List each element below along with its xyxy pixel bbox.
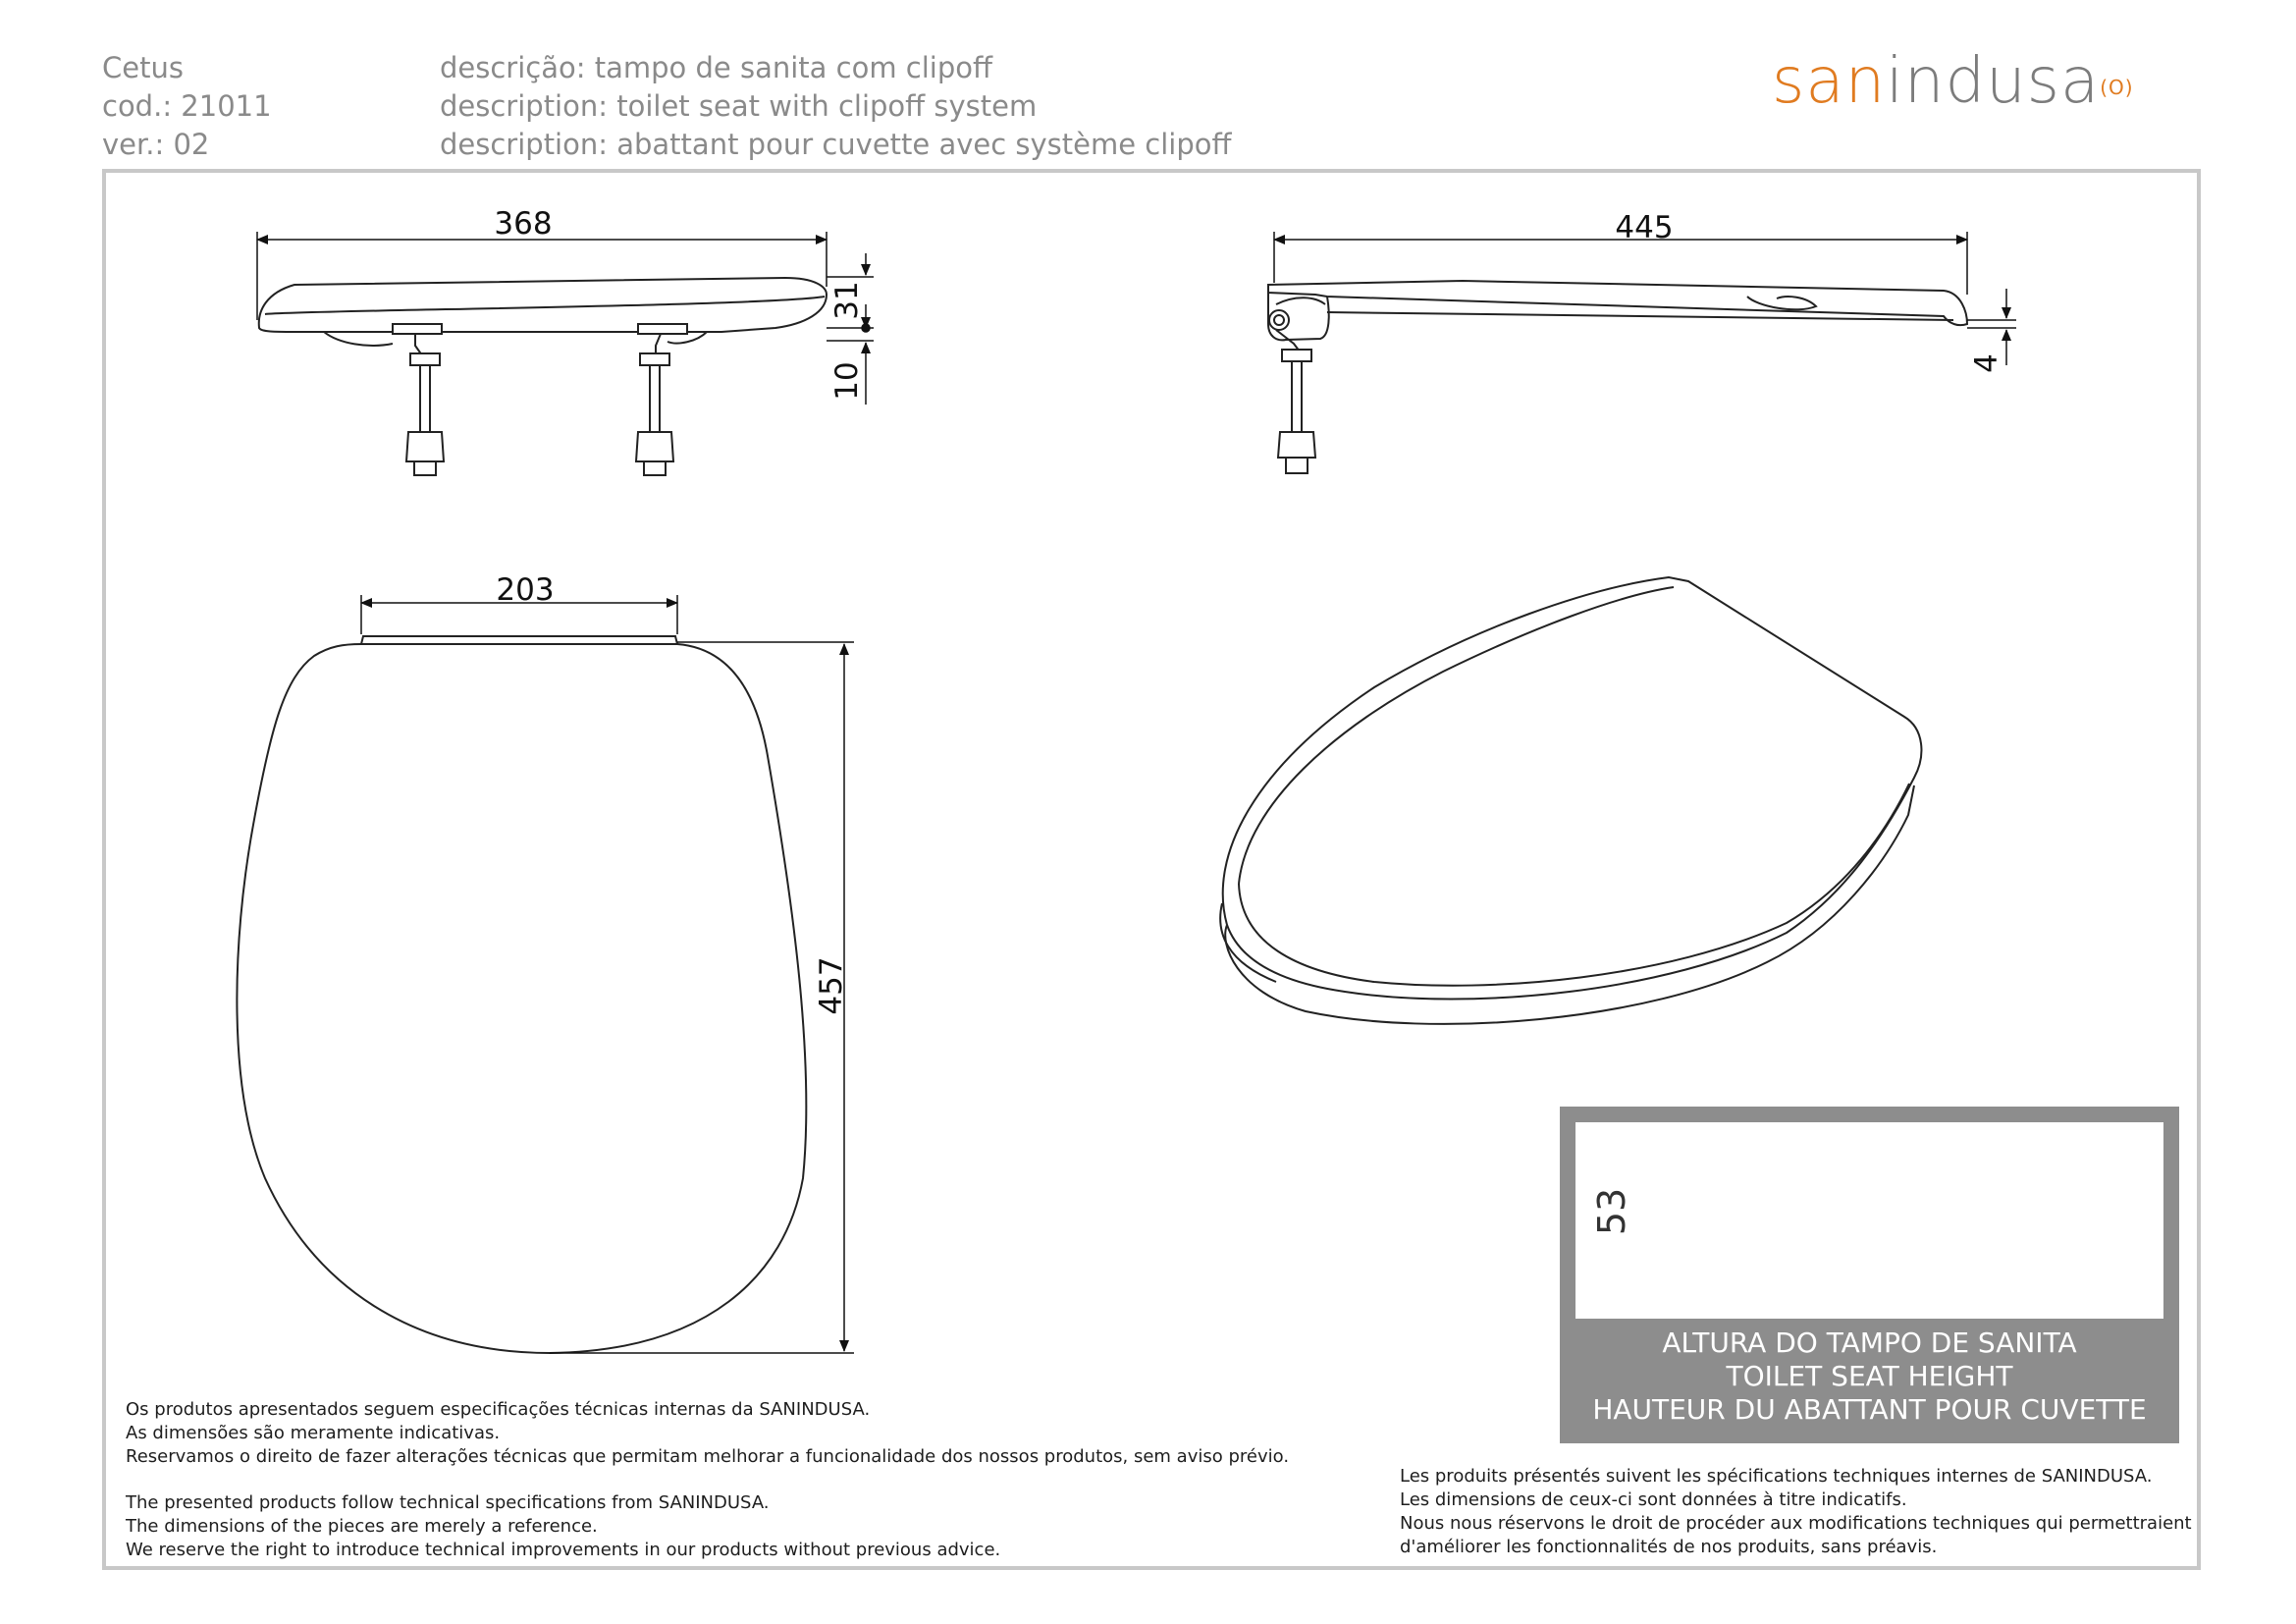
description-fr: description: abattant pour cuvette avec système clipoff: [440, 128, 1232, 161]
description-en: description: toilet seat with clipoff system: [440, 89, 1038, 123]
seat-height-detail-area: [1575, 1122, 2163, 1319]
logo-part-indusa: indusa: [1886, 45, 2101, 118]
note-line: Reservamos o direito de fazer alterações técnicas que permitam melhorar a funcionalidade dos nossos produtos, sem aviso prévio.: [126, 1446, 1290, 1467]
notes-fr: [1400, 1465, 2192, 1559]
dim-detail-height: 53: [1590, 1187, 1633, 1236]
note-line: Os produtos apresentados seguem especificações técnicas internas da SANINDUSA.: [126, 1399, 871, 1420]
notes-pt: [126, 1398, 1289, 1469]
dim-side-gap: 4: [1969, 353, 2004, 373]
front-bolt-right: [636, 324, 687, 475]
caption-en: TOILET SEAT HEIGHT: [1726, 1360, 2013, 1392]
logo-mark-icon: (O): [2100, 76, 2134, 99]
product-name: Cetus: [102, 51, 184, 84]
dim-top-length: 457: [814, 956, 849, 1015]
note-line: Nous nous réservons le droit de procéder aux modifications techniques qui permettraient: [1400, 1513, 2192, 1534]
side-view: [1268, 281, 1967, 473]
perspective-view: [1220, 577, 1921, 1024]
logo-part-san: san: [1772, 45, 1887, 118]
dim-front-height: 31: [829, 281, 865, 320]
note-line: Les dimensions de ceux-ci sont données à titre indicatifs.: [1400, 1489, 1907, 1510]
dim-side-length: 445: [1615, 210, 1674, 245]
dim-top-hinge-width: 203: [496, 572, 555, 608]
seat-height-caption: [1560, 1326, 2179, 1427]
note-line: We reserve the right to introduce technical improvements in our products without previous advice.: [126, 1540, 1001, 1560]
description-pt: descrição: tampo de sanita com clipoff: [440, 51, 992, 84]
note-line: The presented products follow technical specifications from SANINDUSA.: [126, 1492, 770, 1513]
note-line: d'améliorer les fonctionnalités de nos produits, sans préavis.: [1400, 1537, 1938, 1557]
seat-height-panel: [1560, 1107, 2179, 1443]
dim-front-width: 368: [494, 206, 553, 242]
notes-en: [126, 1491, 1000, 1562]
note-line: As dimensões são meramente indicativas.: [126, 1423, 501, 1443]
product-code: cod.: 21011: [102, 89, 272, 123]
note-line: Les produits présentés suivent les spécifications techniques internes de SANINDUSA.: [1400, 1466, 2153, 1487]
caption-pt: ALTURA DO TAMPO DE SANITA: [1662, 1326, 2077, 1359]
note-line: The dimensions of the pieces are merely a reference.: [126, 1516, 598, 1537]
front-view: [259, 278, 827, 475]
dim-front-gap: 10: [829, 361, 865, 401]
front-bolt-left: [393, 324, 444, 475]
caption-fr: HAUTEUR DU ABATTANT POUR CUVETTE: [1592, 1393, 2147, 1426]
product-version: ver.: 02: [102, 128, 210, 161]
top-view: [237, 636, 806, 1353]
